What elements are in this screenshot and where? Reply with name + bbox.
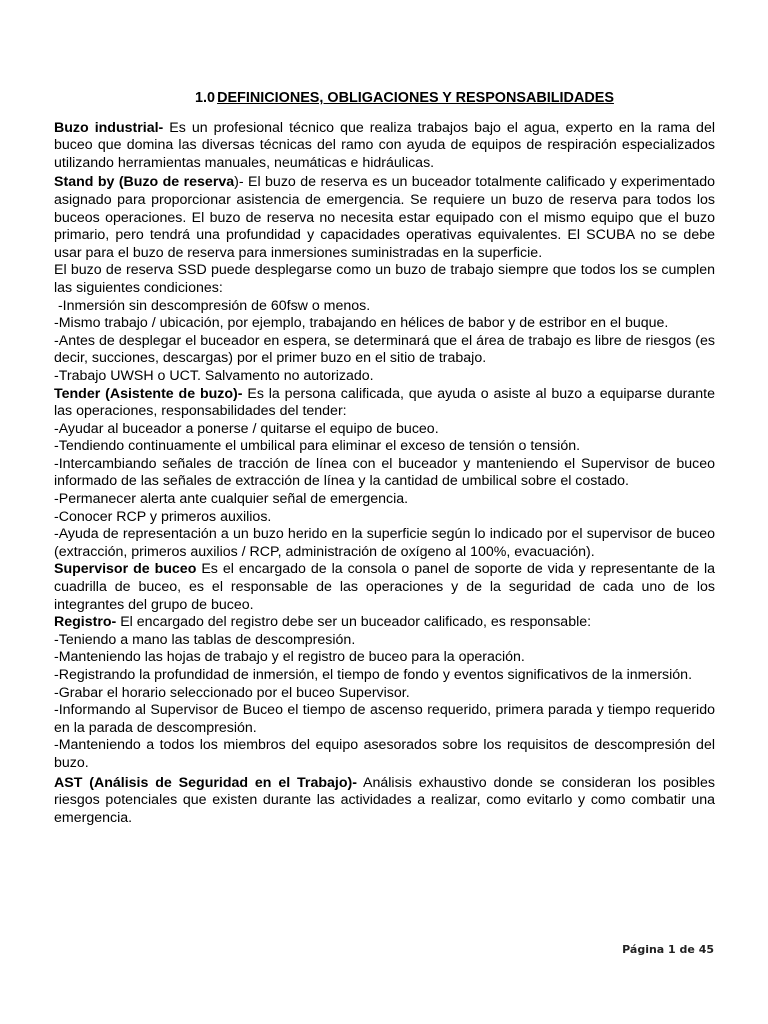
list-item: -Registrando la profundidad de inmersión, el tiempo de fondo y eventos significativos de la inmersión.	[54, 667, 693, 683]
list-item: -Ayuda de representación a un buzo herido en la superficie según lo indicado por el supervisor de buceo (extracción, primeros auxilios / RCP, administración de oxígeno al 100%, evacuación).	[54, 526, 715, 560]
section-title	[54, 90, 715, 108]
list-item: -Teniendo a mano las tablas de descompresión.	[54, 631, 356, 648]
stand-by-intro: El buzo de reserva SSD puede desplegarse como un buzo de trabajo siempre que todos los se cumplen las siguientes condiciones:	[54, 262, 715, 296]
definition-tender	[54, 386, 715, 421]
list-item: -Grabar el horario seleccionado por el buceo Supervisor.	[54, 684, 410, 701]
term-ast: AST (Análisis de Seguridad en el Trabajo)-	[54, 774, 357, 791]
list-item: -Permanecer alerta ante cualquier señal de emergencia.	[54, 491, 409, 508]
list-item: -Manteniendo a todos los miembros del equipo asesorados sobre los requisitos de descompresión del buzo.	[54, 737, 715, 771]
list-item: -Conocer RCP y primeros auxilios.	[54, 508, 272, 525]
definition-text: Es la persona calificada, que ayuda o asiste al buzo a equiparse durante las operaciones, responsabilidades del tender:	[54, 385, 716, 420]
definition-text: El encargado del registro debe ser un buceador calificado, es responsable:	[116, 614, 592, 631]
definition-registro	[54, 614, 715, 632]
definition-text: Análisis exhaustivo donde se consideran los posibles riesgos potenciales que existen durante las actividades a realizar, como evitarlo y como combatir una emergencia.	[54, 774, 715, 826]
definition-text: Es un profesional técnico que realiza trabajos bajo el agua, experto en la rama del buceo que domina las diversas técnicas del ramo con ayuda de equipos de respiración especializados utilizando herramientas manuales, neumáticas e hidráulicas.	[54, 119, 715, 171]
section-number: 1.0	[195, 90, 216, 106]
list-item: -Intercambiando señales de tracción de línea con el buceador y manteniendo el Supervisor de buceo informado de las señales de extracción de línea y la cantidad de umbilical sobre el costado.	[54, 455, 715, 490]
definition-text: )- El buzo de reserva es un buceador totalmente calificado y experimentado asignado para proporcionar asistencia de emergencia. Se requiere un buzo de reserva para todos los buceos operaciones. El buzo de reserva no necesita estar equipado con el mismo equipo que el buzo primario, pero tendrá una profundidad y capacidades operativas equivalentes. El SCUBA no se debe usar para el buzo de reserva para inmersiones suministradas en la superficie.	[54, 174, 715, 261]
term-stand-by: Stand by (Buzo de reserva	[54, 174, 235, 191]
list-item: -Tendiendo continuamente el umbilical para eliminar el exceso de tensión o tensión.	[54, 438, 581, 455]
list-item: -Informando al Supervisor de Buceo el tiempo de ascenso requerido, primera parada y tiempo requerido en la parada de descompresión.	[54, 702, 715, 736]
list-item: -Antes de desplegar el buceador en espera, se determinará que el área de trabajo es libre de riesgos (es decir, succiones, descargas) por el primer buzo en el sitio de trabajo.	[54, 332, 715, 367]
definition-supervisor	[54, 561, 715, 614]
list-item: -Inmersión sin descompresión de 60fsw o menos.	[54, 297, 371, 314]
definition-buzo-industrial	[54, 120, 715, 173]
list-item: -Mismo trabajo / ubicación, por ejemplo, trabajando en hélices de babor y de estribor en el buque.	[54, 315, 669, 332]
list-item: -Ayudar al buceador a ponerse / quitarse el equipo de buceo.	[54, 420, 439, 437]
term-supervisor: Supervisor de buceo	[54, 561, 197, 578]
term-buzo-industrial: Buzo industrial-	[54, 119, 164, 136]
section-heading: DEFINICIONES, OBLIGACIONES Y RESPONSABILIDADES	[217, 90, 614, 106]
document-page	[54, 90, 715, 827]
list-item: -Manteniendo las hojas de trabajo y el registro de buceo para la operación.	[54, 649, 525, 666]
definition-stand-by	[54, 174, 715, 262]
list-item: -Trabajo UWSH o UCT. Salvamento no autorizado.	[54, 367, 374, 384]
term-registro: Registro-	[54, 614, 117, 631]
term-tender: Tender (Asistente de buzo)-	[54, 385, 243, 402]
definition-ast	[54, 775, 715, 828]
page-number: Página 1 de 45	[622, 943, 714, 956]
definition-text: Es el encargado de la consola o panel de soporte de vida y representante de la cuadrilla de buceo, es el responsable de las operaciones y de la seguridad de cada uno de los integrantes del grupo de buceo.	[54, 561, 715, 613]
